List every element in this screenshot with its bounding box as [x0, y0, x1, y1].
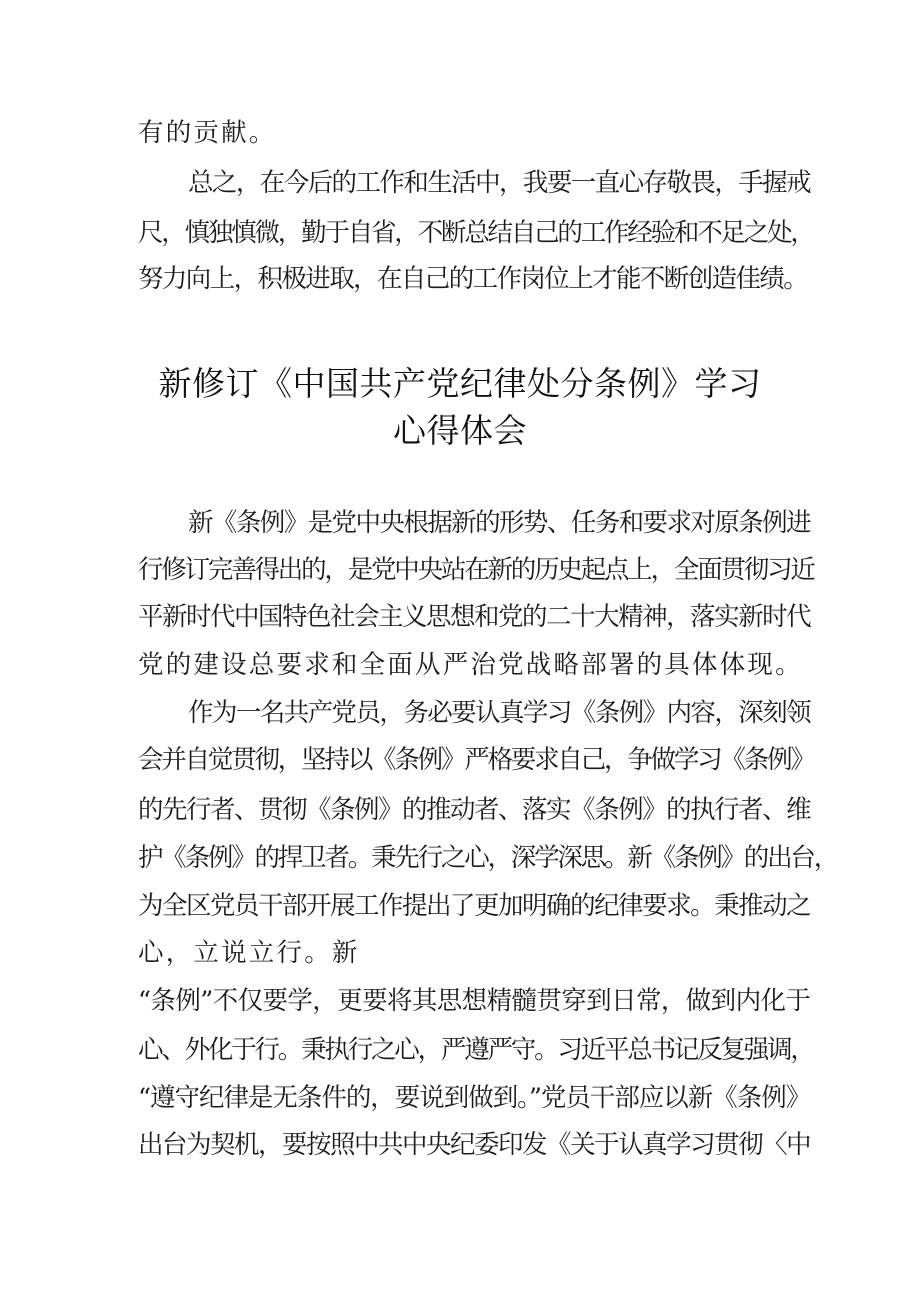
- paragraph-line: 心，立说立行。新: [138, 938, 360, 968]
- paragraph-line: 作为一名共产党员，务必要认真学习《条例》内容，深刻领: [188, 698, 810, 728]
- paragraph-line: 心、外化于行。秉执行之心，严遵严守。习近平总书记反复强调，: [138, 1035, 814, 1065]
- intro-text-line: 总之，在今后的工作和生活中，我要一直心存敬畏，手握戒: [188, 168, 810, 198]
- paragraph-line: 新《条例》是党中央根据新的形势、任务和要求对原条例进: [188, 508, 810, 538]
- paragraph-line: 出台为契机，要按照中共中央纪委印发《关于认真学习贯彻〈中: [138, 1130, 810, 1160]
- intro-text-line: 尺，慎独慎微，勤于自省，不断总结自己的工作经验和不足之处，: [138, 218, 814, 248]
- paragraph-line: 为全区党员干部开展工作提出了更加明确的纪律要求。秉推动之: [138, 891, 810, 921]
- paragraph-line: “遵守纪律是无条件的，要说到做到。”党员干部应以新《条例》: [138, 1083, 810, 1113]
- intro-text-line: 努力向上，积极进取，在自己的工作岗位上才能不断创造佳绩。: [138, 264, 808, 294]
- paragraph-line: 党的建设总要求和全面从严治党战略部署的具体体现。: [138, 650, 803, 680]
- paragraph-line: 护《条例》的捍卫者。秉先行之心，深学深思。新《条例》的出台，: [138, 843, 838, 873]
- paragraph-line: 的先行者、贯彻《条例》的推动者、落实《条例》的执行者、维: [138, 795, 810, 825]
- paragraph-line: 平新时代中国特色社会主义思想和党的二十大精神，落实新时代: [138, 602, 810, 632]
- article-title: 新修订《中国共产党纪律处分条例》学习: [158, 364, 762, 403]
- intro-text-line: 有的贡献。: [138, 118, 277, 148]
- paragraph-line: 会并自觉贯彻，坚持以《条例》严格要求自己，争做学习《条例》: [138, 745, 814, 775]
- article-title-continued: 心得体会: [393, 411, 527, 450]
- paragraph-line: “条例”不仅要学，更要将其思想精髓贯穿到日常，做到内化于: [138, 986, 811, 1016]
- paragraph-line: 行修订完善得出的，是党中央站在新的历史起点上，全面贯彻习近: [138, 555, 814, 585]
